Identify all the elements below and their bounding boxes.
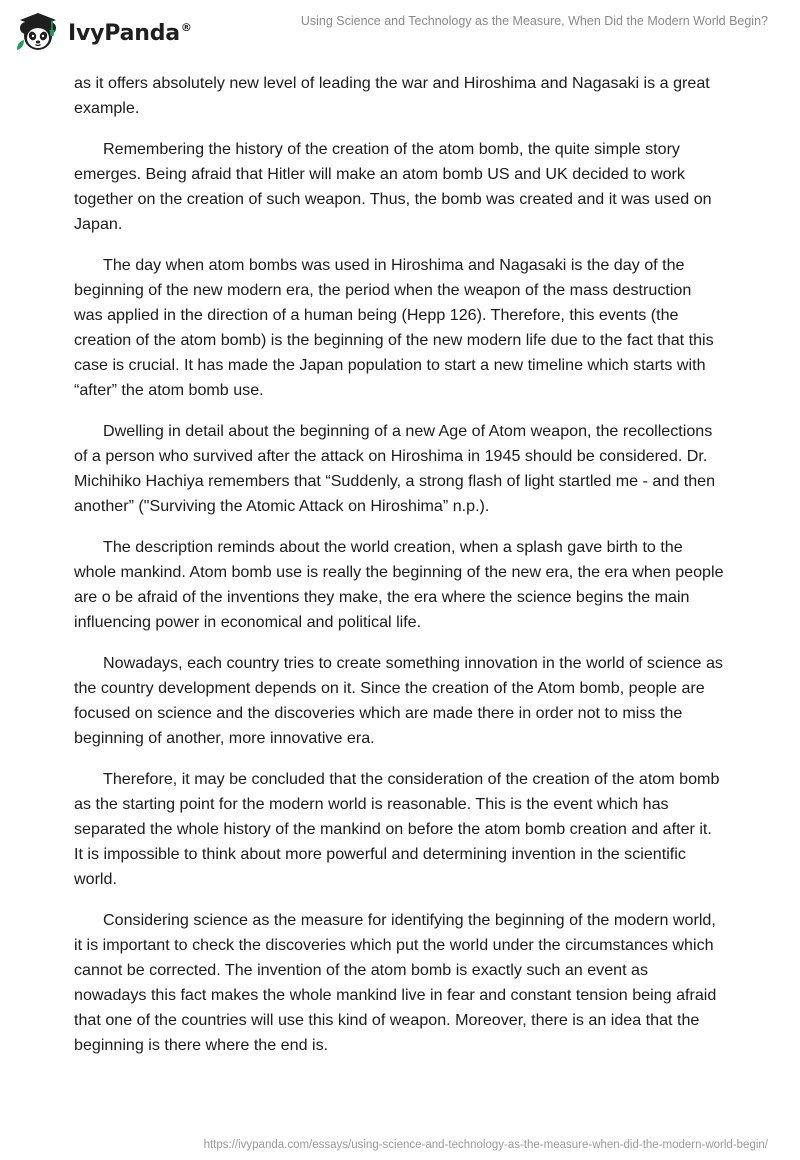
source-url[interactable]: https://ivypanda.com/essays/using-science-and-technology-as-the-measure-when-did-the-modern-world-begin/: [203, 1139, 768, 1151]
registered-mark: ®: [180, 21, 192, 35]
brand-name-text: IvyPanda: [68, 20, 180, 46]
essay-body: [74, 71, 724, 1074]
ivypanda-logo[interactable]: [14, 8, 192, 56]
paragraph: The day when atom bombs was used in Hiroshima and Nagasaki is the day of the beginning of the new modern era, the period when the weapon of the mass destruction was applied in the direction of a human being (Hepp 126). Therefore, this events (the creation of the atom bomb) is the beginning of the new modern life due to the fact that this case is crucial. It has made the Japan population to start a new timeline which starts with “after” the atom bomb use.: [74, 256, 714, 399]
paragraph: Considering science as the measure for identifying the beginning of the modern world, it is important to check the discoveries which put the world under the circumstances which cannot be corrected. The invention of the atom bomb is exactly such an event as nowadays this fact makes the whole mankind live in fear and constant tension being afraid that one of the countries will use this kind of weapon. Moreover, there is an idea that the beginning is there where the end is.: [74, 911, 717, 1054]
paragraph: Therefore, it may be concluded that the consideration of the creation of the atom bomb as the starting point for the modern world is reasonable. This is the event which has separated the whole history of the mankind on before the atom bomb creation and after it. It is impossible to think about more powerful and determining invention in the scientific world.: [74, 770, 720, 888]
paragraph: Nowadays, each country tries to create something innovation in the world of science as the country development depends on it. Since the creation of the Atom bomb, people are focused on science and the discoveries which are made there in order not to miss the beginning of another, more innovative era.: [74, 654, 723, 747]
paragraph: The description reminds about the world creation, when a splash gave birth to the whole mankind. Atom bomb use is really the beginning of the new era, the era when people are o be afraid of the inventions they make, the era where the science begins the main influencing power in economical and political life.: [74, 538, 724, 631]
panda-graduate-icon: [14, 8, 62, 56]
paragraph: Remembering the history of the creation of the atom bomb, the quite simple story emerges. Being afraid that Hitler will make an atom bomb US and UK decided to work together on the creation of such weapon. Thus, the bomb was created and it was used on Japan.: [74, 140, 712, 233]
paragraph: Dwelling in detail about the beginning of a new Age of Atom weapon, the recollections of a person who survived after the attack on Hiroshima in 1945 should be considered. Dr. Michihiko Hachiya remembers that “Suddenly, a strong flash of light startled me - and then another” ("Surviving the Atomic Attack on Hiroshima” n.p.).: [74, 422, 716, 515]
page-header: [0, 0, 800, 64]
document-title: Using Science and Technology as the Measure, When Did the Modern World Begin?: [300, 14, 768, 28]
brand-name: [68, 21, 192, 46]
paragraph: as it offers absolutely new level of leading the war and Hiroshima and Nagasaki is a great example.: [74, 74, 710, 117]
